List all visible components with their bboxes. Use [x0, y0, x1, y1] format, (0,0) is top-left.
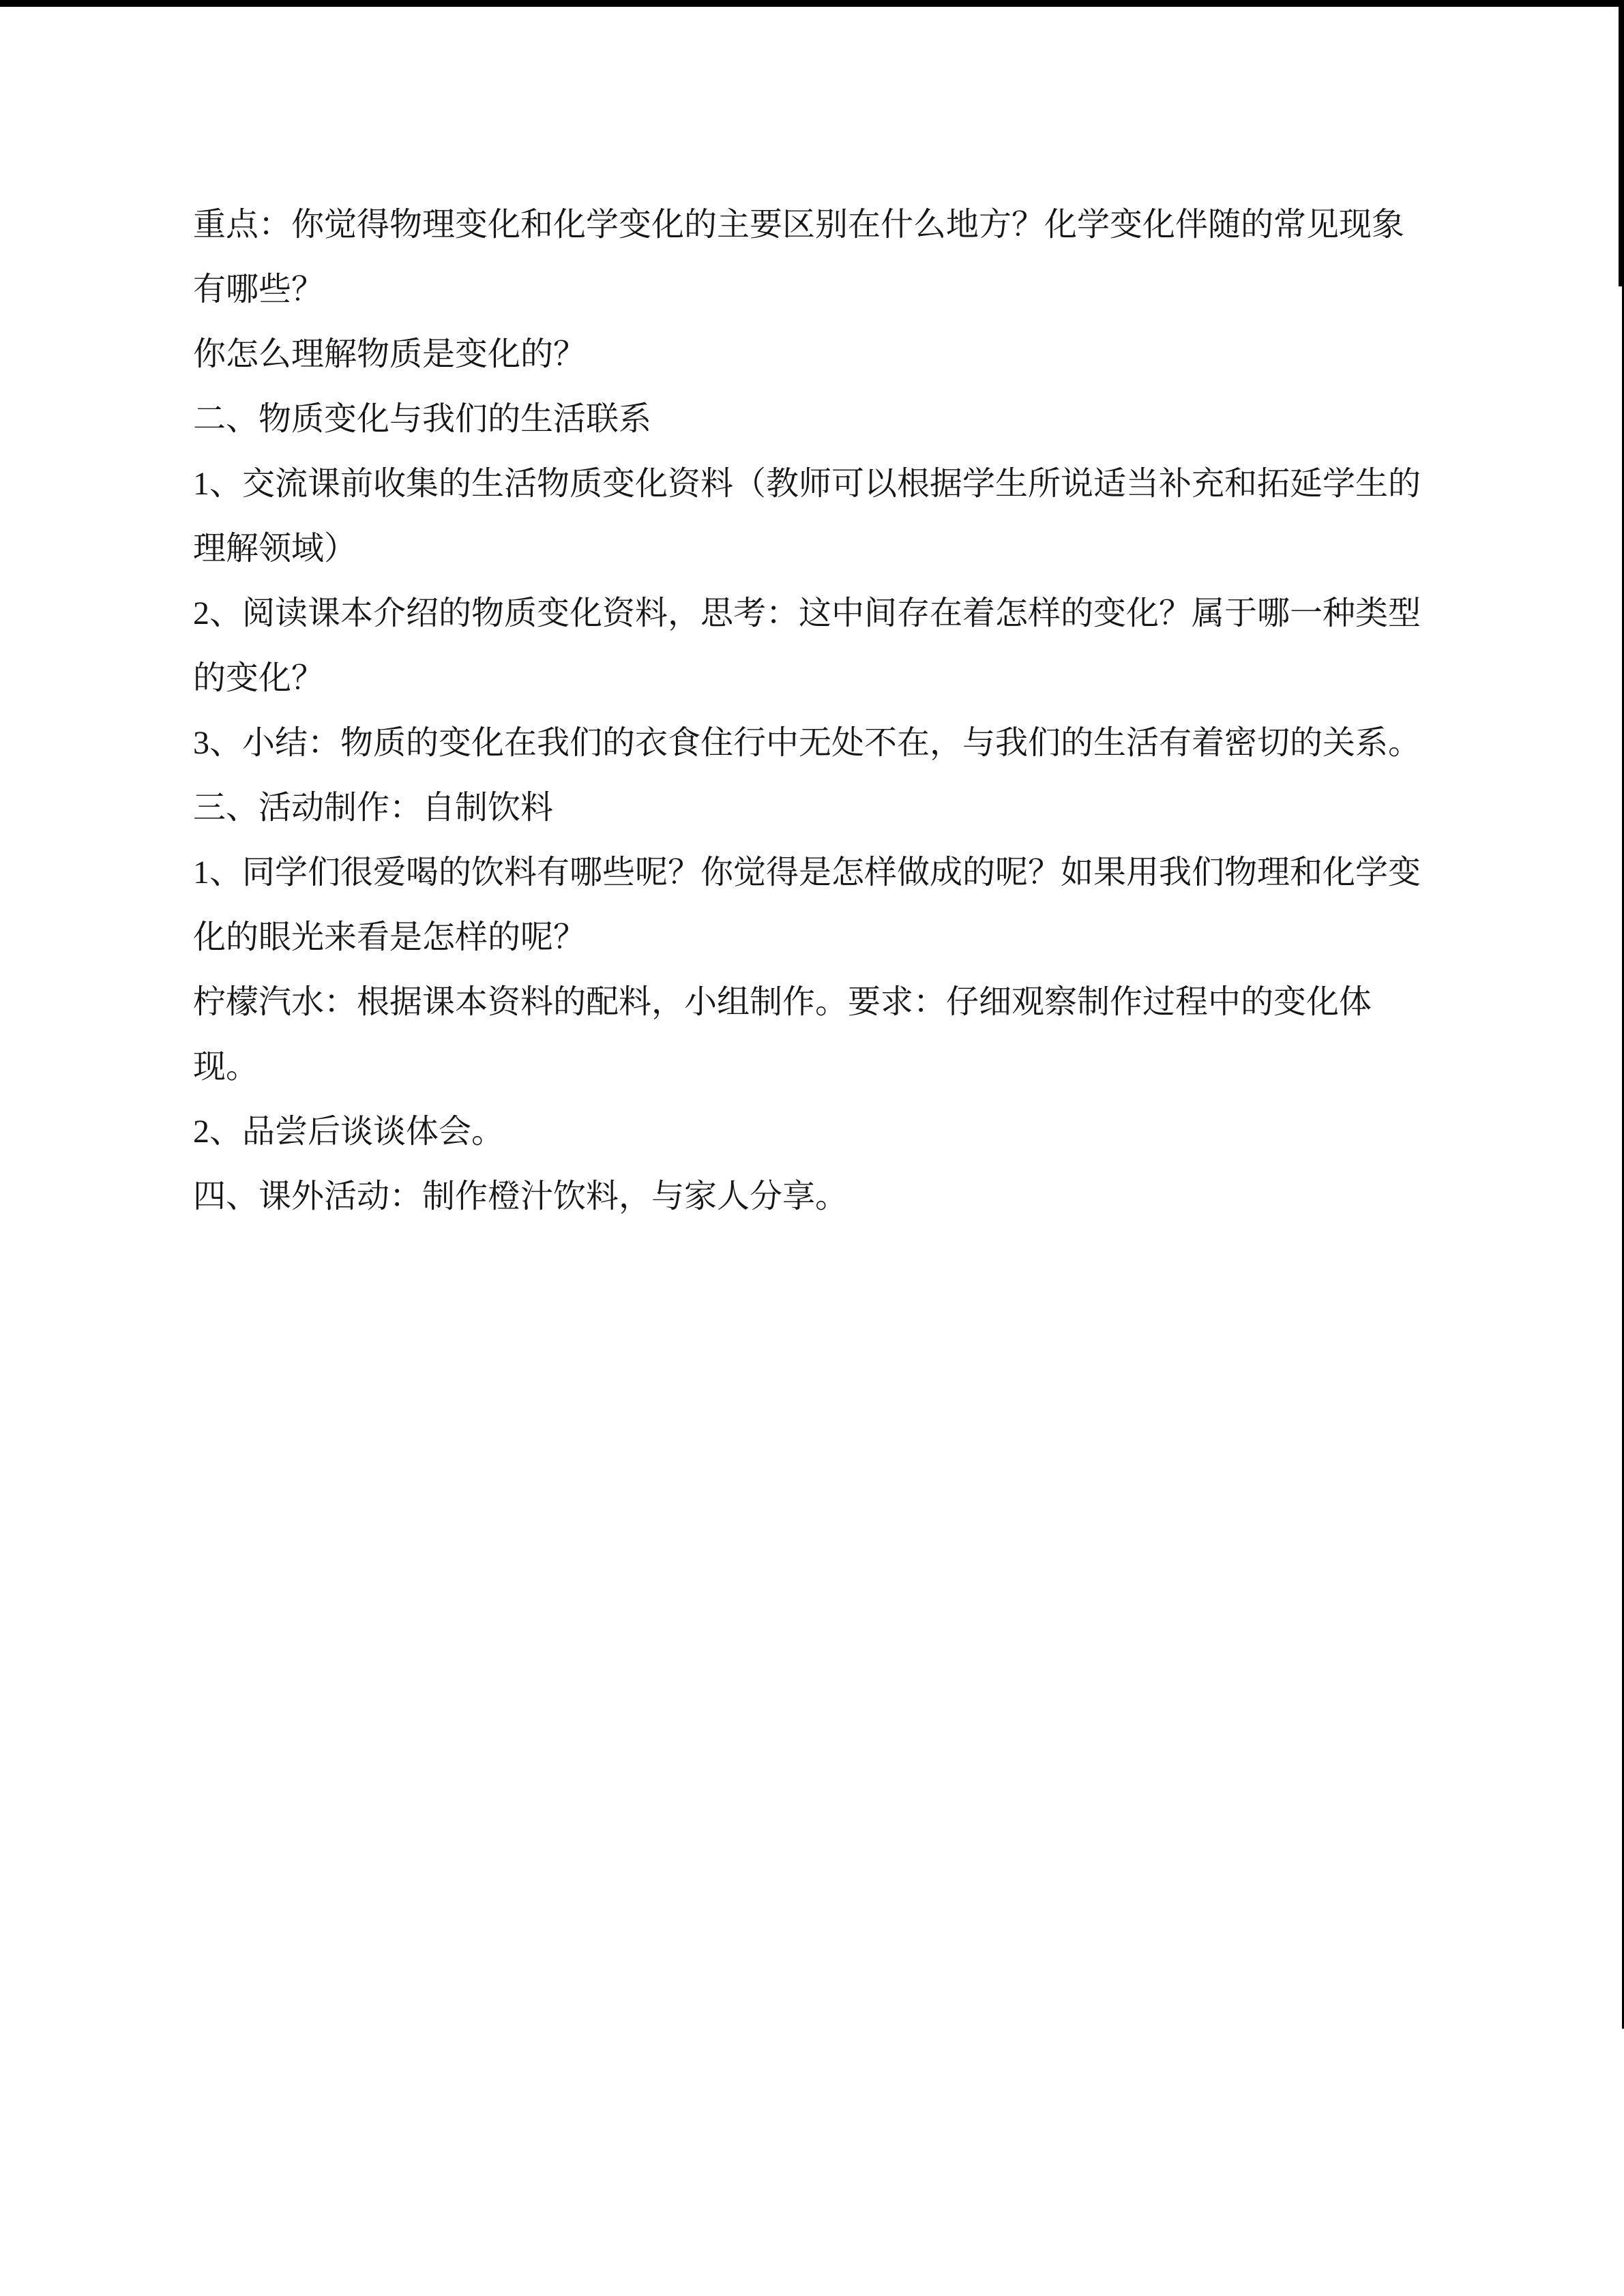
text-line: 柠檬汽水：根据课本资料的配料，小组制作。要求：仔细观察制作过程中的变化体 [193, 984, 1372, 1020]
text-line: 理解领域） [193, 531, 357, 567]
scan-edge-top [0, 0, 1624, 7]
lesson-plan-text-block [193, 192, 1431, 1229]
section-heading-4: 四、课外活动：制作橙汁饮料，与家人分享。 [193, 1178, 848, 1214]
text-line: 现。 [193, 1049, 259, 1085]
text-line: 你怎么理解物质是变化的？ [193, 336, 587, 372]
text-line: 2、阅读课本介绍的物质变化资料，思考：这中间存在着怎样的变化？属于哪一种类型 [193, 595, 1421, 631]
section-heading-3: 三、活动制作：自制饮料 [193, 790, 554, 826]
text-line: 1、同学们很爱喝的饮料有哪些呢？你觉得是怎样做成的呢？如果用我们物理和化学变 [193, 854, 1421, 891]
text-line: 1、交流课前收集的生活物质变化资料（教师可以根据学生所说适当补充和拓延学生的 [193, 466, 1421, 502]
text-line: 有哪些？ [193, 271, 325, 308]
text-line: 3、小结：物质的变化在我们的衣食住行中无处不在，与我们的生活有着密切的关系。 [193, 725, 1421, 761]
section-heading-2: 二、物质变化与我们的生活联系 [193, 401, 652, 437]
text-line: 重点：你觉得物理变化和化学变化的主要区别在什么地方？化学变化伴随的常见现象 [193, 207, 1405, 243]
text-line: 化的眼光来看是怎样的呢？ [193, 919, 587, 955]
text-line: 的变化？ [193, 660, 325, 696]
scan-edge-right-top [1619, 0, 1624, 286]
text-line: 2、品尝后谈谈体会。 [193, 1114, 505, 1150]
